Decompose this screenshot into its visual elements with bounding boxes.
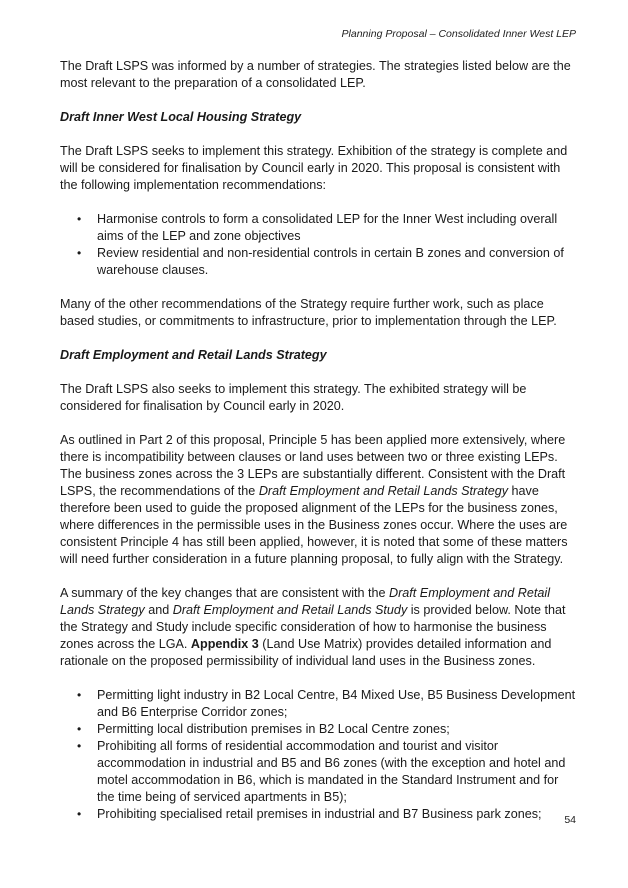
bullet-icon: • (77, 807, 82, 821)
employment-bullet-list (60, 687, 578, 823)
bullet-icon: • (77, 739, 82, 753)
list-item: • Harmonise controls to form a consolidated LEP for the Inner West including overall aims of the LEP and zone objectives (77, 212, 558, 243)
housing-strategy-heading: Draft Inner West Local Housing Strategy (60, 110, 302, 124)
housing-bullet-list (60, 211, 578, 279)
housing-paragraph-2: Many of the other recommendations of the Strategy require further work, such as place based studies, or commitments to infrastructure, prior to implementation through the LEP. (60, 297, 557, 328)
bullet-icon: • (77, 722, 82, 736)
page-body (60, 58, 578, 840)
intro-paragraph: The Draft LSPS was informed by a number of strategies. The strategies listed below are the most relevant to the preparation of a consolidated LEP. (60, 59, 571, 90)
page-number: 54 (564, 814, 576, 826)
employment-paragraph-3: A summary of the key changes that are consistent with the Draft Employment and Retail Lands Strategy and Draft Employment and Retail Lands Study is provided below. Note that the Strategy and Study include specific consideration of how to harmonise the business zones across the LGA. Appendix 3 (Land Use Matrix) provides detailed information and rationale on the proposed permissibility of individual land uses in the Business zones. (60, 586, 566, 668)
employment-strategy-heading: Draft Employment and Retail Lands Strategy (60, 348, 327, 362)
list-item: • Prohibiting all forms of residential accommodation and tourist and visitor accommodation in industrial and B5 and B6 zones (with the exception and hotel and motel accommodation in B6, which is mandated in the Standard Instrument and for the time being of serviced apartments in B5); (77, 739, 566, 804)
bullet-icon: • (77, 688, 82, 702)
running-header: Planning Proposal – Consolidated Inner West LEP (341, 28, 576, 40)
list-item: • Prohibiting specialised retail premises in industrial and B7 Business park zones; (77, 807, 542, 821)
list-item: • Permitting local distribution premises in B2 Local Centre zones; (77, 722, 450, 736)
list-item: • Review residential and non-residential controls in certain B zones and conversion of warehouse clauses. (77, 246, 564, 277)
bullet-icon: • (77, 212, 82, 226)
bullet-icon: • (77, 246, 82, 260)
employment-paragraph-2: As outlined in Part 2 of this proposal, Principle 5 has been applied more extensively, where there is incompatibility between clauses or land uses between two or three existing LEPs. The business zones across the 3 LEPs are substantially different. Consistent with the Draft LSPS, the recommendations of the Draft Employment and Retail Lands Strategy have therefore been used to guide the proposed alignment of the LEPs for the business zones, where differences in the permissible uses in the Business zones occur. Where the uses are consistent Principle 4 has still been applied, however, it is noted that some of these matters will need further consideration in a future planning proposal, to fully align with the Strategy. (60, 433, 568, 566)
list-item: • Permitting light industry in B2 Local Centre, B4 Mixed Use, B5 Business Development and B6 Enterprise Corridor zones; (77, 688, 576, 719)
employment-paragraph-1: The Draft LSPS also seeks to implement this strategy. The exhibited strategy will be considered for finalisation by Council early in 2020. (60, 382, 527, 413)
housing-paragraph-1: The Draft LSPS seeks to implement this strategy. Exhibition of the strategy is complete and will be considered for finalisation by Council early in 2020. This proposal is consistent with the following implementation recommendations: (60, 144, 568, 192)
